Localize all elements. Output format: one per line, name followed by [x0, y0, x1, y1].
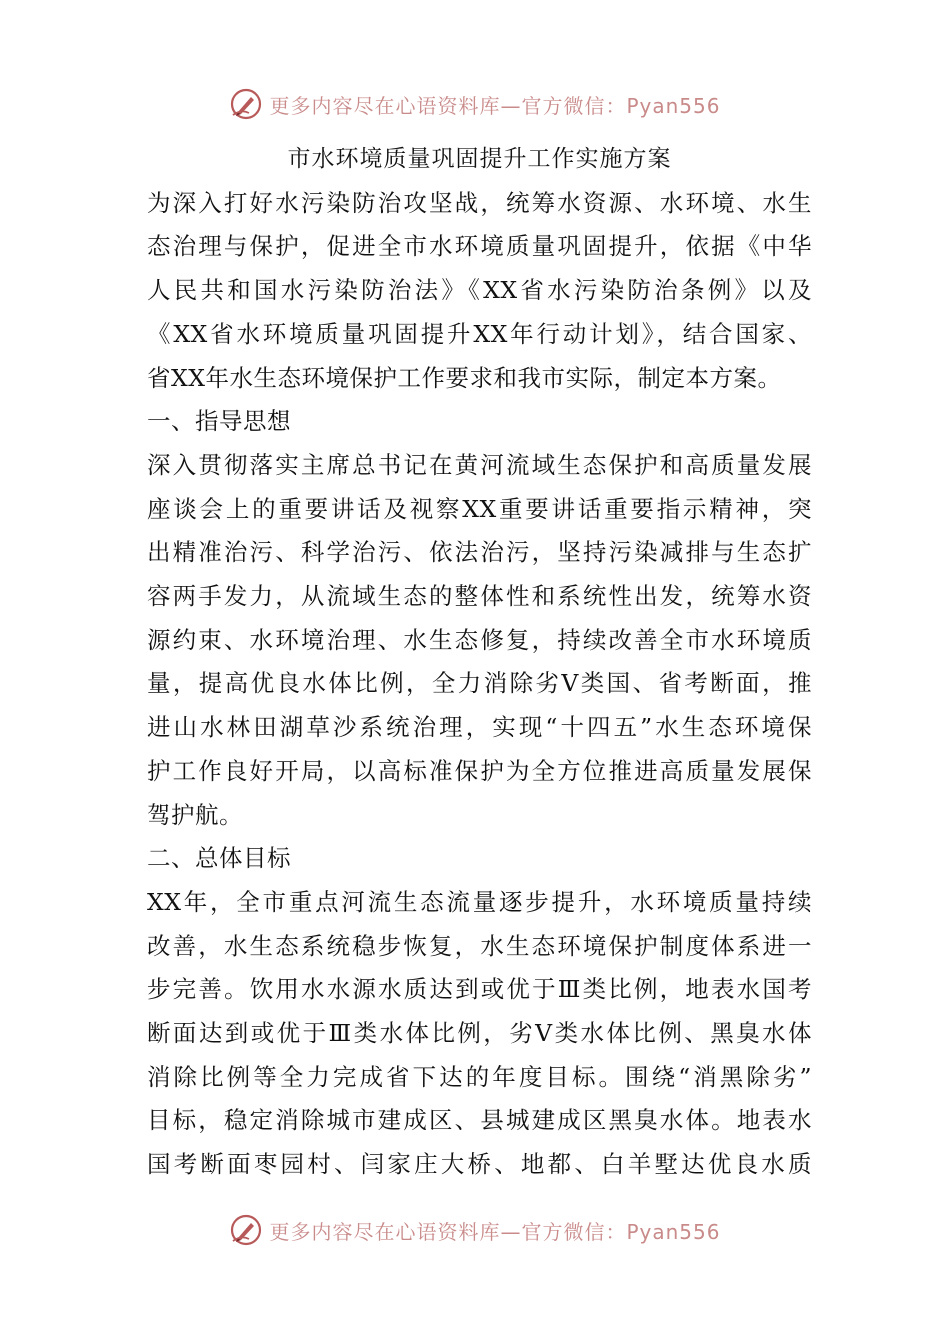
paragraph-line: 断面达到或优于Ⅲ类水体比例，劣Ⅴ类水体比例、黑臭水体 [147, 1019, 812, 1048]
paragraph-line: 目标，稳定消除城市建成区、县城建成区黑臭水体。地表水 [147, 1106, 812, 1135]
intro-paragraph [147, 182, 812, 401]
paragraph-line: 驾护航。 [147, 800, 243, 829]
watermark-footer [0, 1210, 950, 1250]
paragraph-line: 护工作良好开局，以高标准保护为全方位推进高质量发展保 [147, 756, 812, 785]
overall-goal-paragraph [147, 881, 812, 1187]
paragraph-line: 容两手发力，从流域生态的整体性和系统性出发，统筹水资 [147, 582, 812, 611]
paragraph-line: 省XX年水生态环境保护工作要求和我市实际，制定本方案。 [147, 363, 782, 392]
paragraph-line: 进山水林田湖草沙系统治理，实现“十四五”水生态环境保 [147, 713, 812, 742]
paragraph-line: 国考断面枣园村、闫家庄大桥、地都、白羊墅达优良水质 [147, 1150, 812, 1179]
paragraph-line: 深入贯彻落实主席总书记在黄河流域生态保护和高质量发展 [147, 450, 812, 479]
paragraph-line: 源约束、水环境治理、水生态修复，持续改善全市水环境质 [147, 625, 812, 654]
document-body [147, 138, 812, 1187]
paragraph-line: 座谈会上的重要讲话及视察XX重要讲话重要指示精神，突 [147, 494, 812, 523]
paragraph-line: 步完善。饮用水水源水质达到或优于Ⅲ类比例，地表水国考 [147, 975, 812, 1004]
paragraph-line: 量，提高优良水体比例，全力消除劣Ⅴ类国、省考断面，推 [147, 669, 812, 698]
paragraph-line: XX年，全市重点河流生态流量逐步提升，水环境质量持续 [147, 887, 812, 916]
section-heading-guiding-thought: 一、指导思想 [147, 407, 291, 436]
watermark-header [0, 84, 950, 124]
pen-logo-icon [229, 1213, 263, 1247]
watermark-text: 更多内容尽在心语资料库—官方微信：Pyan556 [269, 1219, 721, 1244]
paragraph-line: 消除比例等全力完成省下达的年度目标。围绕“消黑除劣” [147, 1062, 812, 1091]
watermark-text: 更多内容尽在心语资料库—官方微信：Pyan556 [269, 93, 721, 118]
section-heading-overall-goal: 二、总体目标 [147, 844, 291, 873]
paragraph-line: 人民共和国水污染防治法》《XX省水污染防治条例》以及 [147, 276, 812, 305]
paragraph-line: 出精准治污、科学治污、依法治污，坚持污染减排与生态扩 [147, 538, 812, 567]
pen-logo-icon [229, 87, 263, 121]
document-title: 市水环境质量巩固提升工作实施方案 [287, 146, 672, 172]
guiding-thought-paragraph [147, 444, 812, 837]
paragraph-line: 改善，水生态系统稳步恢复，水生态环境保护制度体系进一 [147, 931, 812, 960]
paragraph-line: 态治理与保护，促进全市水环境质量巩固提升，依据《中华 [147, 232, 812, 261]
paragraph-line: 《XX省水环境质量巩固提升XX年行动计划》，结合国家、 [147, 319, 812, 348]
paragraph-line: 为深入打好水污染防治攻坚战，统筹水资源、水环境、水生 [147, 188, 812, 217]
